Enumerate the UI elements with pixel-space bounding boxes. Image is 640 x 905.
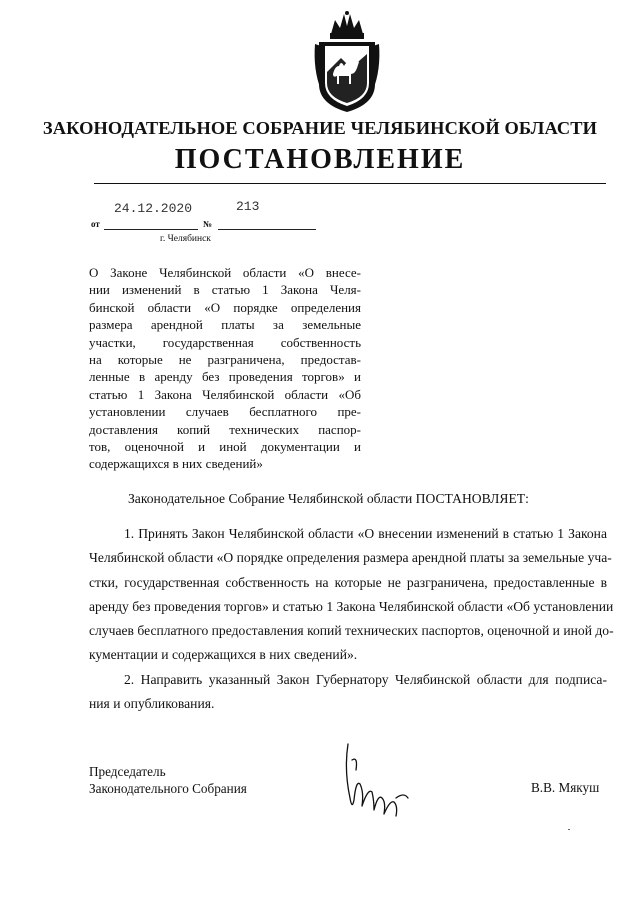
paragraph-1-line: случаев бесплатного предоставления копий технических паспортов, оценочной и иной до- <box>89 623 614 639</box>
subject-line: ленные в аренду без проведения торгов» и <box>89 369 361 385</box>
subject-line: нии изменений в статью 1 Закона Челя- <box>89 282 361 298</box>
subject-line: на которые не разграничена, предостав- <box>89 352 361 368</box>
document-subject <box>89 264 361 473</box>
date-value: 24.12.2020 <box>114 201 193 216</box>
subject-line: О Законе Челябинской области «О внесе- <box>89 265 361 280</box>
document-type-title: ПОСТАНОВЛЕНИЕ <box>174 144 466 175</box>
paragraph-1-line: Челябинской области «О порядке определения размера арендной платы за земельные уча- <box>89 550 612 566</box>
subject-line: участки, государственная собственность <box>89 334 361 350</box>
signatory-position-line: Законодательного Собрания <box>89 781 247 796</box>
paragraph-1-line: аренду без проведения торгов» и статью 1 Закона Челябинской области «Об установлении <box>89 598 614 614</box>
subject-line: содержащихся в них сведений» <box>89 456 263 472</box>
crown-icon <box>330 11 364 39</box>
subject-line: тов, оценочной и иной документации и <box>89 439 361 455</box>
number-value: 213 <box>236 199 260 214</box>
number-label: № <box>203 219 213 229</box>
date-label: от <box>91 219 100 229</box>
header-divider <box>94 183 606 184</box>
handwritten-signature <box>338 740 414 820</box>
signatory-position <box>89 763 247 797</box>
subject-line: бинской области «О порядке определения <box>89 299 361 315</box>
city-label: г. Челябинск <box>160 234 211 244</box>
signatory-position-line: Председатель <box>89 764 166 779</box>
coat-of-arms-emblem <box>311 10 383 114</box>
organization-title: ЗАКОНОДАТЕЛЬНОЕ СОБРАНИЕ ЧЕЛЯБИНСКОЙ ОБЛАСТИ <box>42 118 598 138</box>
decree-body <box>89 522 614 716</box>
paragraph-1-line: 1. Принять Закон Челябинской области «О внесении изменений в статью 1 Закона <box>124 526 607 541</box>
paragraph-2-line: 2. Направить указанный Закон Губернатору Челябинской области для подписа- <box>124 671 607 687</box>
paragraph-1-line: кументации и содержащихся в них сведений». <box>89 647 358 663</box>
decree-statement: Законодательное Собрание Челябинской области ПОСТАНОВЛЯЕТ: <box>128 491 529 506</box>
signatory-name: В.В. Мякуш <box>531 780 600 795</box>
scan-speck <box>568 829 570 830</box>
paragraph-1-line: стки, государственная собственность на которые не разграничена, предоставленные в <box>89 574 607 590</box>
number-blank-line <box>218 229 316 230</box>
subject-line: размера арендной платы за земельные <box>89 317 361 333</box>
subject-line: доставления копий технических паспор- <box>89 421 361 437</box>
subject-line: установлении случаев бесплатного пре- <box>89 404 361 420</box>
date-blank-line <box>104 229 198 230</box>
paragraph-2-line: ния и опубликования. <box>89 696 215 712</box>
subject-line: статью 1 Закона Челябинской области «Об <box>89 386 361 402</box>
